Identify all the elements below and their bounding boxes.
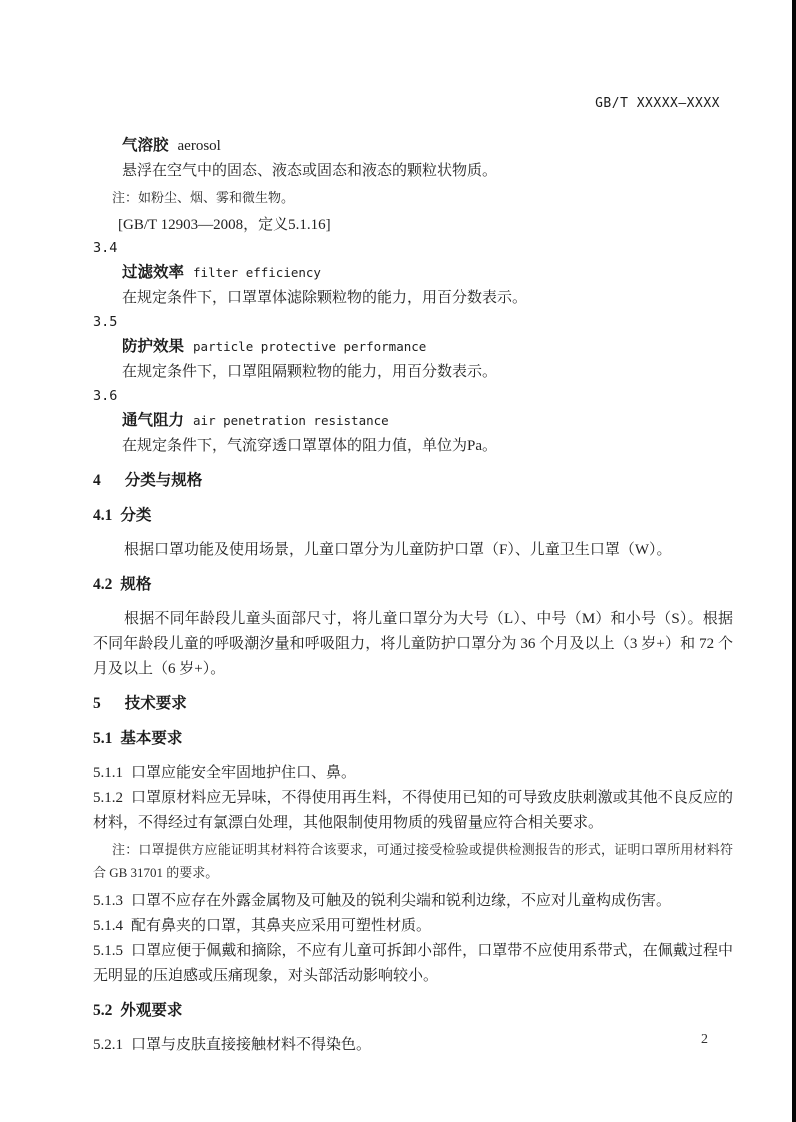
clause-5-1-5-text: 口罩应便于佩戴和摘除，不应有儿童可拆卸小部件，口罩带不应使用系带式，在佩戴过程中无明显的压迫感或压痛现象，对头部活动影响较小。 [93,943,733,984]
section-5-heading [93,691,733,717]
clause-5-1-1-number: 5.1.1 [93,765,123,781]
clause-5-1-5-number: 5.1.5 [93,943,123,959]
term-cn-aerosol: 气溶胶 [122,137,169,154]
clause-5-1-4-text: 配有鼻夹的口罩，其鼻夹应采用可塑性材质。 [131,918,432,934]
clause-number-3-5: 3.5 [93,314,118,330]
clause-5-1-5 [93,939,733,989]
clause-5-2-1-number: 5.2.1 [93,1037,123,1053]
term-definition-aerosol: 悬浮在空气中的固态、液态或固态和液态的颗粒状物质。 [122,163,498,179]
section-5-2-number: 5.2 [93,1002,113,1019]
section-4-1-heading [93,503,733,529]
clause-5-1-3-text: 口罩不应存在外露金属物及可触及的锐利尖端和锐利边缘，不应对儿童构成伤害。 [131,893,672,909]
clause-5-2-1-text: 口罩与皮肤直接接触材料不得染色。 [131,1037,372,1053]
section-5-1-number: 5.1 [93,730,113,747]
term-en-protective-performance: particle protective performance [193,339,427,354]
term-entry-aerosol [93,133,733,159]
clause-5-1-1-text: 口罩应能安全牢固地护住口、鼻。 [131,765,357,781]
clause-5-1-4-number: 5.1.4 [93,918,123,934]
clause-5-2-1 [93,1033,733,1058]
page-number: 2 [701,1032,708,1047]
term-note-aerosol: 注：如粉尘、烟、雾和微生物。 [112,190,295,205]
term-en-aerosol: aerosol [177,138,221,154]
term-cn-protective-performance: 防护效果 [122,338,185,355]
term-en-filter-efficiency: filter efficiency [193,265,321,280]
section-4-2-title: 规格 [120,576,152,593]
clause-number-3-6: 3.6 [93,388,118,404]
term-cn-filter-efficiency: 过滤效率 [122,264,185,281]
section-4-1-paragraph: 根据口罩功能及使用场景，儿童口罩分为儿童防护口罩（F）、儿童卫生口罩（W）。 [124,542,672,558]
term-entry-protective-performance [93,334,733,360]
term-en-air-resistance: air penetration resistance [193,413,389,428]
standard-number-header: GB/T XXXXX—XXXX [595,96,720,111]
clause-5-1-3-number: 5.1.3 [93,893,123,909]
section-4-2-number: 4.2 [93,576,113,593]
term-source-aerosol: [GB/T 12903—2008，定义5.1.16] [118,217,331,233]
term-cn-air-resistance: 通气阻力 [122,412,185,429]
section-5-2-heading [93,998,733,1024]
section-5-1-title: 基本要求 [120,730,183,747]
clause-number-3-4: 3.4 [93,240,118,256]
clause-5-1-2 [93,786,733,836]
section-4-number: 4 [93,472,101,489]
clause-5-1-1 [93,761,733,786]
term-entry-air-resistance [93,408,733,434]
section-5-2-title: 外观要求 [120,1002,183,1019]
section-4-2-heading [93,572,733,598]
clause-5-1-2-note: 注：口罩提供方应能证明其材料符合该要求，可通过接受检验或提供检测报告的形式，证明口罩所用材料符合 GB 31701 的要求。 [93,842,733,880]
term-definition-filter-efficiency: 在规定条件下，口罩罩体滤除颗粒物的能力，用百分数表示。 [122,290,528,306]
section-5-number: 5 [93,695,101,712]
section-4-1-title: 分类 [120,507,152,524]
scan-edge-artifact [792,0,796,1122]
term-definition-air-resistance: 在规定条件下，气流穿透口罩罩体的阻力值，单位为Pa。 [122,438,498,454]
page-content [93,133,733,1058]
section-4-heading [93,468,733,494]
section-4-1-number: 4.1 [93,507,113,524]
clause-5-1-2-number: 5.1.2 [93,790,123,806]
clause-5-1-2-text: 口罩原材料应无异味，不得使用再生料，不得使用已知的可导致皮肤刺激或其他不良反应的材料，不得经过有氯漂白处理，其他限制使用物质的残留量应符合相关要求。 [93,790,733,831]
section-5-1-heading [93,726,733,752]
clause-5-1-4 [93,914,733,939]
section-4-title: 分类与规格 [124,472,203,489]
term-definition-protective-performance: 在规定条件下，口罩阻隔颗粒物的能力，用百分数表示。 [122,364,498,380]
section-5-title: 技术要求 [124,695,187,712]
clause-5-1-3 [93,889,733,914]
term-entry-filter-efficiency [93,260,733,286]
section-4-2-paragraph: 根据不同年龄段儿童头面部尺寸，将儿童口罩分为大号（L）、中号（M）和小号（S）。根据不同年龄段儿童的呼吸潮汐量和呼吸阻力，将儿童防护口罩分为 36 个月及以上（3 岁+）和 72 个月及以上（6 岁+）。 [93,611,733,677]
